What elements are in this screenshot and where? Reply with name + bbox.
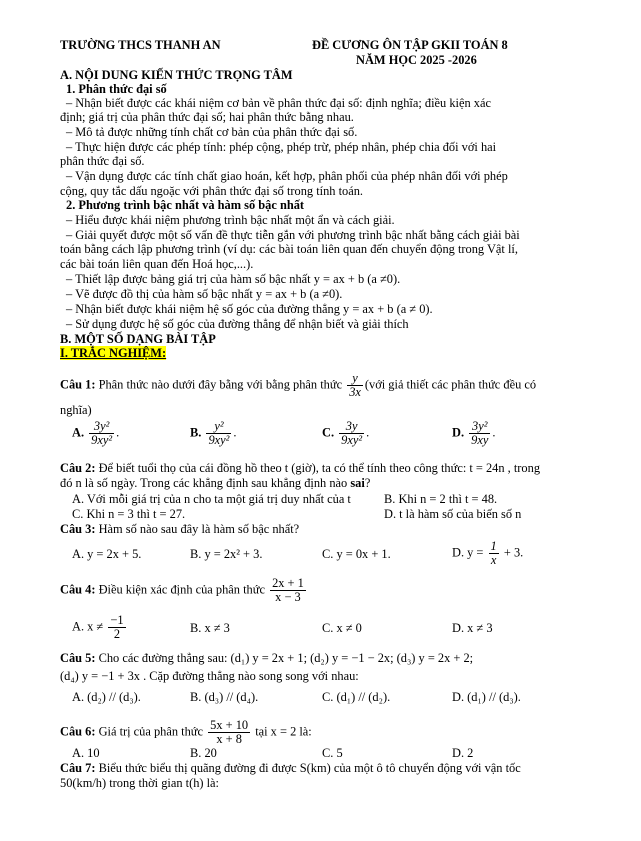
question-label: Câu 3:: [60, 522, 96, 536]
fraction-denominator: x − 3: [275, 590, 301, 604]
option-a: A. 10: [72, 746, 100, 760]
fraction: [489, 540, 499, 567]
option-a: [72, 614, 128, 641]
school-name: TRƯỜNG THCS THANH AN: [60, 38, 221, 52]
option-d: D. x ≠ 3: [452, 621, 493, 635]
question-7-line: 50(km/h) trong thời gian t(h) là:: [60, 776, 219, 790]
question-4: [60, 577, 308, 604]
question-text: đó n là số ngày. Trong các khẳng định sau khẳng định nào: [60, 476, 351, 490]
question-text: Cho các đường thẳng sau: (d₁) y = 2x + 1; (d₂) y = −1 − 2x; (d₃) y = 2x + 2;: [98, 651, 474, 665]
topic-2-line: – Sử dụng được hệ số góc của đường thẳng để nhận biết và giải thích: [66, 317, 409, 331]
option-d: D. 2: [452, 746, 474, 760]
question-5: [60, 651, 473, 665]
fraction: [469, 420, 490, 447]
question-1: [60, 372, 536, 399]
question-1-tail: nghĩa): [60, 403, 92, 417]
option-a: A. $\frac{\text{3y²}}{\text{9xy²}}$ .: [72, 419, 120, 447]
question-label: Câu 7:: [60, 761, 96, 775]
topic-2-line: – Hiểu được khái niệm phương trình bậc nhất một ẩn và cách giải.: [66, 213, 395, 227]
topic-1-line: định; giá trị của phân thức đại số; hai phân thức bằng nhau.: [60, 110, 354, 124]
question-2-line: [60, 476, 370, 490]
option-d: D. $\frac{\text{3y²}}{9xy}$ .: [452, 419, 496, 447]
topic-1-line: – Nhận biết được các khái niệm cơ bản về phân thức đại số: định nghĩa; điều kiện xác: [66, 96, 491, 110]
question-text: Để biết tuổi thọ của cái đồng hồ theo t (giờ), ta có thể tính theo công thức: t = 24n , trong: [98, 461, 541, 475]
topic-1-line: – Mô tả được những tính chất cơ bản của phân thức đại số.: [66, 125, 358, 139]
option-text: D. y =: [452, 545, 484, 560]
topic-1-line: – Thực hiện được các phép tính: phép cộng, phép trừ, phép nhân, phép chia đối với hai: [66, 140, 497, 154]
option-a: A. (d₂) // (d₃).: [72, 690, 141, 704]
question-text: Hàm số nào sau đây là hàm số bậc nhất?: [98, 522, 300, 536]
option-c: C. 5: [322, 746, 343, 760]
question-2: [60, 461, 540, 475]
fraction-numerator: 2x + 1: [272, 576, 304, 590]
fraction-denominator: 2: [113, 627, 121, 641]
topic-2-line: – Thiết lập được bảng giá trị của hàm số bậc nhất y = ax + b (a ≠0).: [66, 272, 401, 286]
option-d: D. (d₁) // (d₃).: [452, 690, 521, 704]
option-label: B.: [190, 425, 202, 440]
option-c: C. x ≠ 0: [322, 621, 362, 635]
fraction-denominator: 9xy²: [208, 433, 230, 447]
option-b: B. $\frac{\text{y²}}{\text{9xy²}}$ .: [190, 419, 237, 447]
school-year: NĂM HỌC 2025 -2026: [356, 53, 477, 67]
option-c: C. Khi n = 3 thì t = 27.: [72, 507, 186, 521]
fraction-numerator: 3y²: [469, 420, 490, 434]
question-mark: ?: [364, 476, 371, 490]
question-label: Câu 2:: [60, 461, 96, 475]
option-c: C. y = 0x + 1.: [322, 547, 391, 561]
option-b: B. Khi n = 2 thì t = 48.: [384, 492, 498, 506]
emphasis-word: sai: [350, 476, 365, 490]
fraction-numerator: −1: [110, 613, 124, 627]
option-d: D. t là hàm số của biến số n: [384, 507, 522, 521]
topic-1-line: phân thức đại số.: [60, 154, 145, 168]
question-text: Điều kiện xác định của phân thức: [98, 582, 265, 597]
fraction-denominator: x + 8: [216, 732, 242, 746]
question-text: Biểu thức biểu thị quãng đường đi được S(km) của một ô tô chuyển động với vận tốc: [98, 761, 521, 775]
fraction-numerator: 5x + 10: [210, 718, 249, 732]
fraction-denominator: x: [490, 553, 497, 567]
option-b: B. x ≠ 3: [190, 621, 230, 635]
topic-2-line: – Nhận biết được khái niệm hệ số góc của đường thẳng y = ax + b (a ≠ 0).: [66, 302, 433, 316]
fraction-denominator: 9xy: [471, 433, 489, 447]
fraction-numerator: 1: [490, 539, 497, 553]
fraction: [270, 577, 306, 604]
section-b-heading: B. MỘT SỐ DẠNG BÀI TẬP: [60, 332, 216, 346]
topic-2-line: – Giải quyết được một số vấn đề thực tiễn gắn với phương trình bậc nhất bằng cách giải bài: [66, 228, 520, 242]
fraction-numerator: 3y: [339, 420, 364, 434]
option-label: D.: [452, 425, 465, 440]
topic-2-line: toán bằng cách lập phương trình (ví dụ: các bài toán liên quan đến chuyển động trong Vật lí,: [60, 242, 518, 256]
option-b: B. 20: [190, 746, 217, 760]
option-label: C.: [322, 425, 335, 440]
fraction-numerator: y: [347, 372, 363, 386]
fraction-denominator: 9xy²: [341, 433, 363, 447]
question-text: Giá trị của phân thức: [98, 724, 204, 739]
question-label: Câu 5:: [60, 651, 96, 665]
fraction: [89, 420, 114, 447]
topic-2-heading: 2. Phương trình bậc nhất và hàm số bậc nhất: [66, 198, 305, 212]
option-c: C. $\frac{3y}{\text{9xy²}}$ .: [322, 419, 370, 447]
question-3: [60, 522, 299, 536]
document-title: ĐỀ CƯƠNG ÔN TẬP GKII TOÁN 8: [312, 38, 508, 52]
option-c: C. (d₁) // (d₂).: [322, 690, 391, 704]
topic-1-heading: 1. Phân thức đại số: [66, 82, 167, 96]
question-7: [60, 761, 521, 775]
option-a: A. y = 2x + 5.: [72, 547, 142, 561]
question-5-line: (d₄) y = −1 + 3x . Cặp đường thẳng nào song song với nhau:: [60, 669, 359, 683]
question-label: Câu 6:: [60, 724, 96, 739]
section-a-heading: A. NỘI DUNG KIẾN THỨC TRỌNG TÂM: [60, 68, 293, 82]
fraction-denominator: 3x: [349, 385, 361, 399]
option-text: + 3.: [503, 545, 524, 560]
question-label: Câu 1:: [60, 377, 96, 392]
question-label: Câu 4:: [60, 582, 96, 597]
question-text: (với giả thiết các phân thức đều có: [364, 377, 537, 392]
option-b: B. y = 2x² + 3.: [190, 547, 263, 561]
topic-1-line: cộng, quy tắc dấu ngoặc với phân thức đại số trong tính toán.: [60, 184, 364, 198]
fraction-numerator: 3y²: [89, 420, 114, 434]
option-b: B. (d₃) // (d₄).: [190, 690, 259, 704]
topic-1-line: – Vận dụng được các tính chất giao hoán, kết hợp, phân phối của phép nhân đối với phép: [66, 169, 508, 183]
fraction: [339, 420, 364, 447]
option-text: A. x ≠: [72, 619, 104, 634]
part-1-label: I. TRẮC NGHIỆM:: [60, 346, 167, 360]
part-1-heading: [60, 346, 166, 360]
question-text: tại x = 2 là:: [255, 724, 312, 739]
fraction-denominator: 9xy²: [91, 433, 113, 447]
question-text: Phân thức nào dưới đây bằng với bằng phân thức: [98, 377, 343, 392]
fraction: [108, 614, 125, 641]
topic-2-line: – Vẽ được đồ thị của hàm số bậc nhất y = ax + b (a ≠0).: [66, 287, 343, 301]
question-6: [60, 719, 312, 746]
fraction: [206, 420, 231, 447]
fraction-numerator: y²: [206, 420, 231, 434]
option-label: A.: [72, 425, 85, 440]
fraction: [208, 719, 250, 746]
fraction: [347, 372, 363, 399]
option-a: A. Với mỗi giá trị của n cho ta một giá trị duy nhất của t: [72, 492, 351, 506]
topic-2-line: các bài toán liên quan đến Hoá học,...).: [60, 257, 254, 271]
option-d: [452, 540, 523, 567]
